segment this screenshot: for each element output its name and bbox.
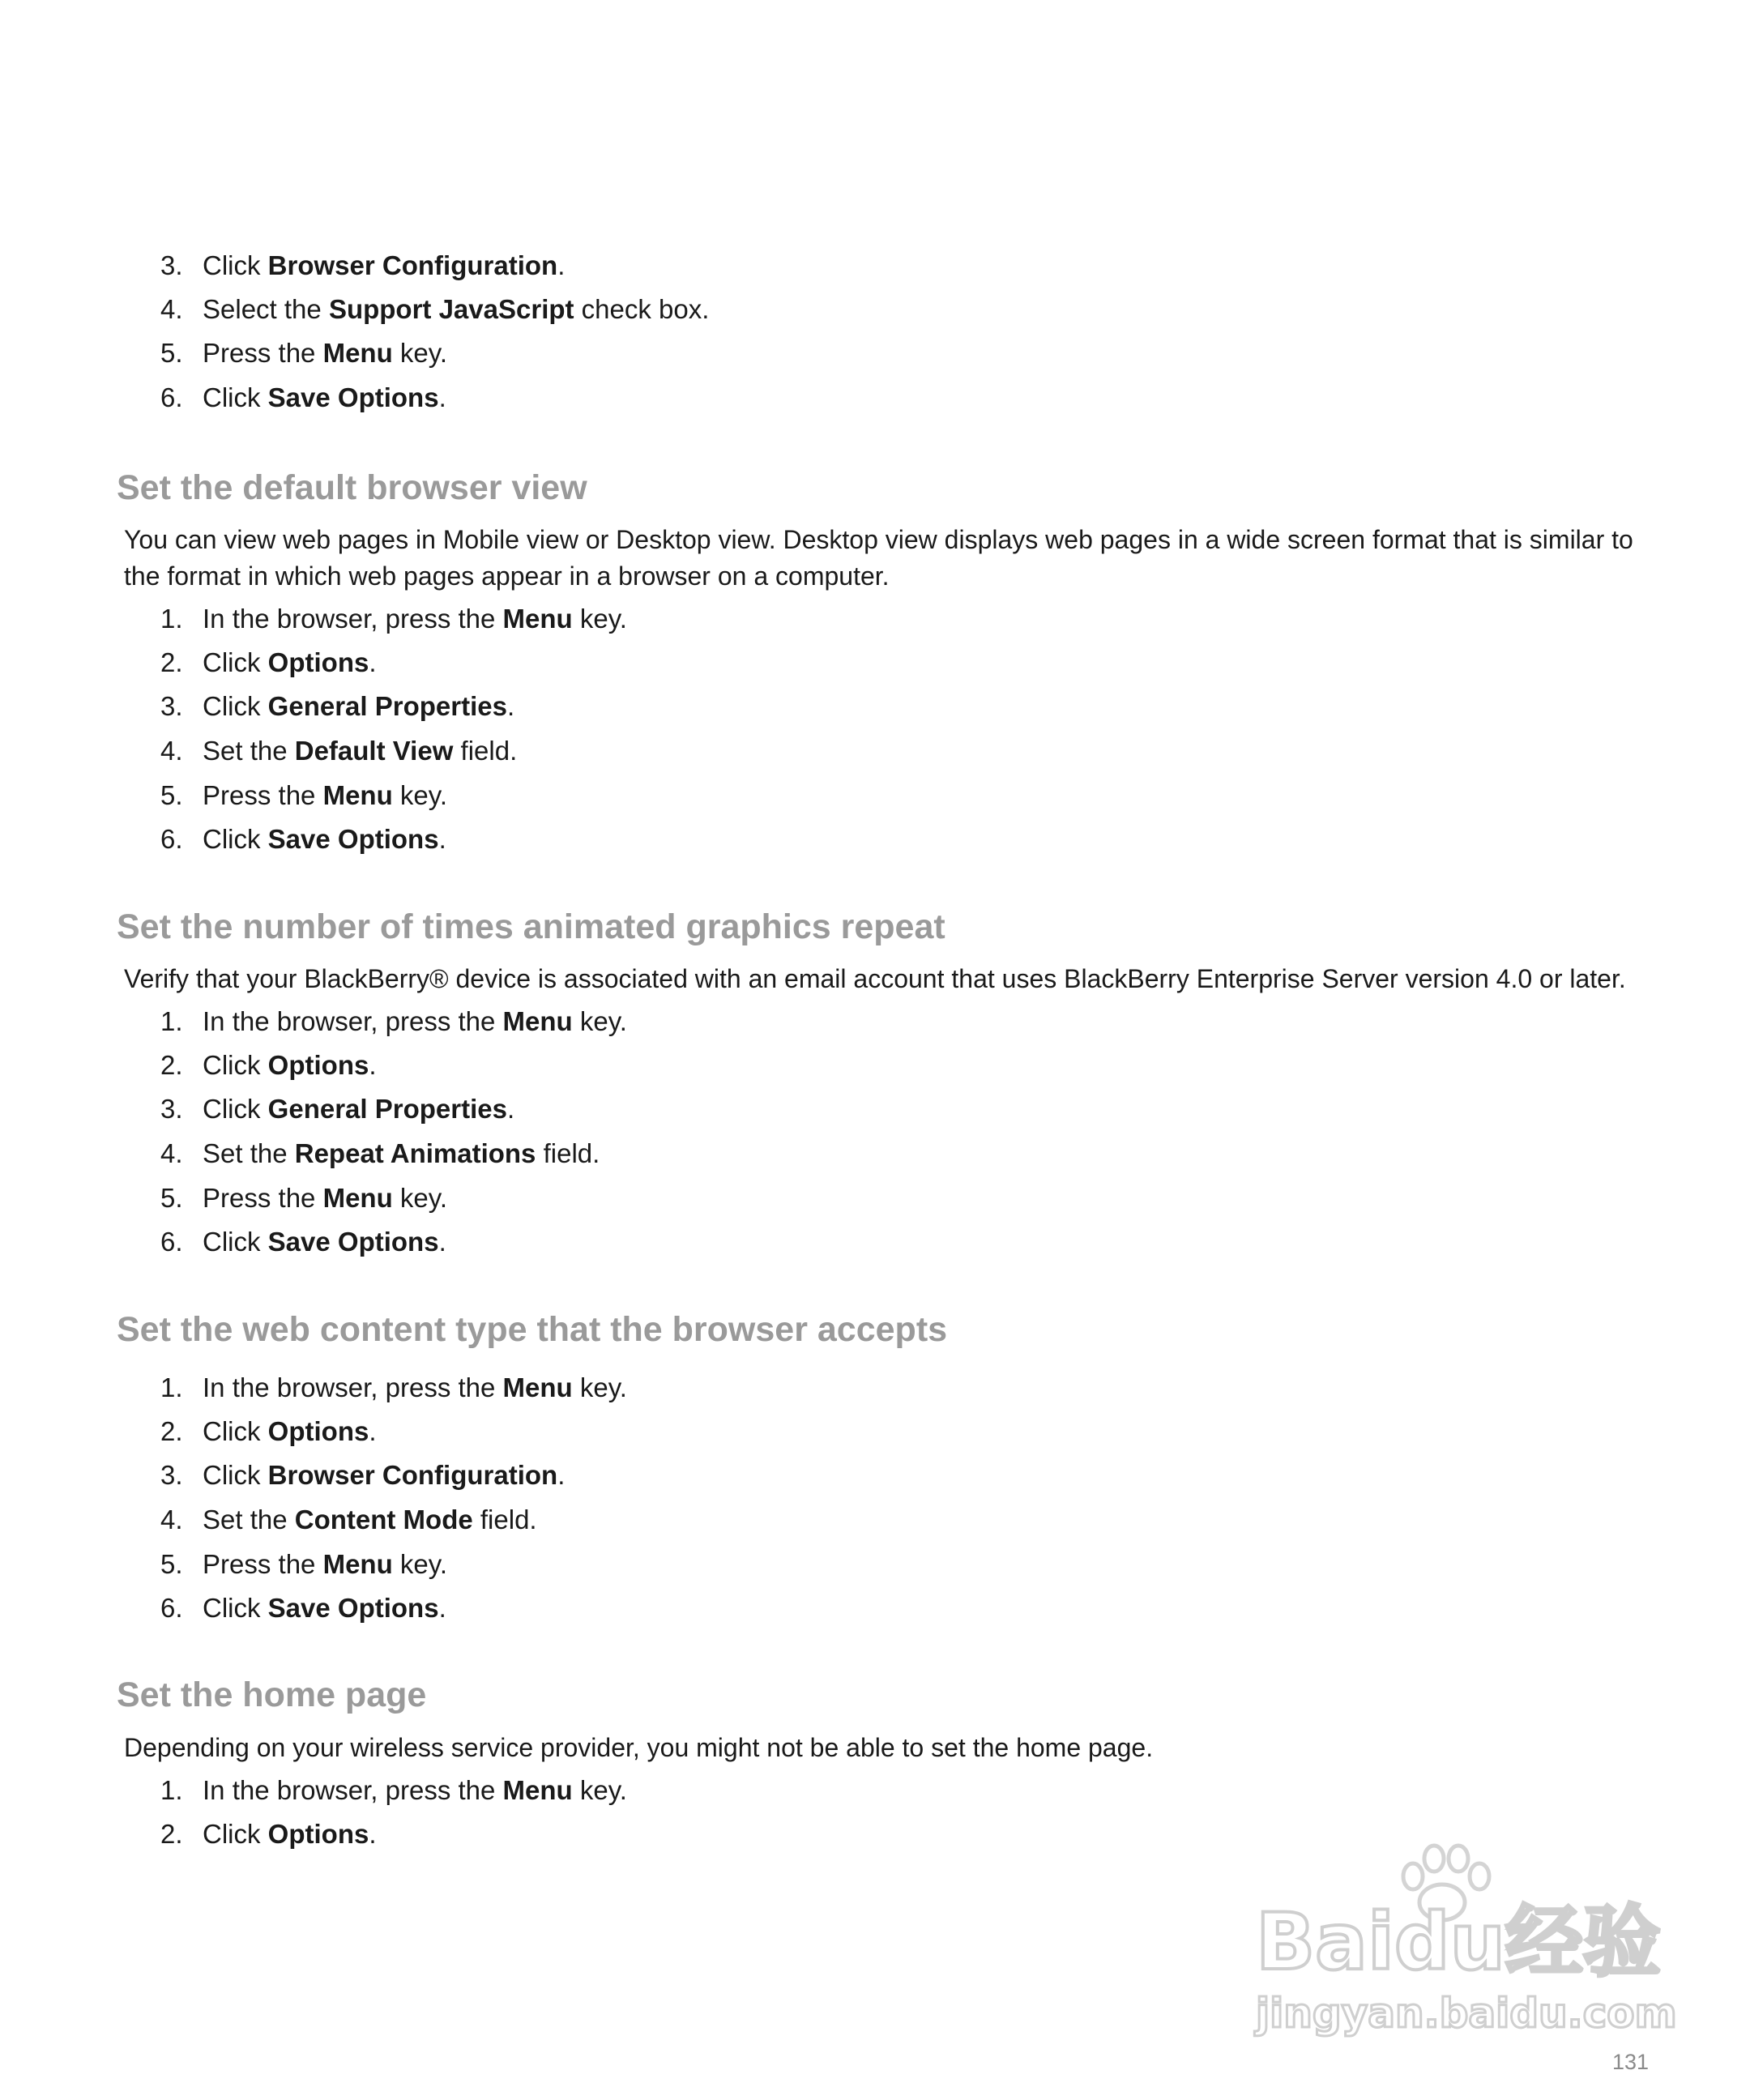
section-heading: Set the web content type that the browser accepts bbox=[117, 1310, 948, 1349]
step-text: Press the Menu key. bbox=[203, 780, 447, 810]
step-number: 4. bbox=[160, 1505, 183, 1534]
section-intro: Depending on your wireless service provider, you might not be able to set the home page. bbox=[124, 1733, 1154, 1762]
step-text: Click Options. bbox=[203, 647, 377, 677]
step-text: In the browser, press the Menu key. bbox=[203, 1372, 627, 1402]
step-text: Set the Repeat Animations field. bbox=[203, 1138, 600, 1168]
step-text: In the browser, press the Menu key. bbox=[203, 1006, 627, 1036]
step-text: Click General Properties. bbox=[203, 1094, 515, 1124]
step-text: Press the Menu key. bbox=[203, 1183, 447, 1213]
step-number: 3. bbox=[160, 1094, 183, 1124]
step-number: 1. bbox=[160, 604, 183, 634]
step-text: Click Save Options. bbox=[203, 824, 446, 854]
step-text: In the browser, press the Menu key. bbox=[203, 1775, 627, 1805]
step-number: 6. bbox=[160, 382, 183, 412]
step-text: Press the Menu key. bbox=[203, 1549, 447, 1579]
step-number: 1. bbox=[160, 1006, 183, 1036]
step-number: 5. bbox=[160, 338, 183, 368]
step-text: Click General Properties. bbox=[203, 691, 515, 721]
step-number: 1. bbox=[160, 1372, 183, 1402]
step-number: 2. bbox=[160, 1819, 183, 1849]
step-number: 3. bbox=[160, 691, 183, 721]
step-text: Click Browser Configuration. bbox=[203, 1460, 566, 1490]
step-text: Click Options. bbox=[203, 1819, 377, 1849]
step-text: Set the Default View field. bbox=[203, 736, 518, 766]
step-text: Click Options. bbox=[203, 1050, 377, 1080]
section-heading: Set the number of times animated graphics repeat bbox=[117, 907, 945, 946]
section-intro: You can view web pages in Mobile view or Desktop view. Desktop view displays web pages in a wide screen format that is similar to the format in which web pages appear in a browser on a computer. bbox=[124, 525, 1633, 591]
step-text: Click Save Options. bbox=[203, 1227, 446, 1257]
step-number: 4. bbox=[160, 736, 183, 766]
step-number: 3. bbox=[160, 1460, 183, 1490]
section-heading: Set the home page bbox=[117, 1675, 427, 1714]
baidu-watermark-logo bbox=[1240, 1839, 1677, 2050]
step-text: Click Save Options. bbox=[203, 1593, 446, 1623]
step-text: Click Browser Configuration. bbox=[203, 250, 566, 280]
section-heading: Set the default browser view bbox=[117, 468, 587, 507]
step-text: Press the Menu key. bbox=[203, 338, 447, 368]
watermark-url: jingyan.baidu.com bbox=[1256, 1990, 1677, 2037]
step-number: 4. bbox=[160, 1138, 183, 1168]
step-text: Select the Support JavaScript check box. bbox=[203, 294, 710, 324]
step-number: 3. bbox=[160, 250, 183, 280]
step-number: 4. bbox=[160, 294, 183, 324]
step-number: 1. bbox=[160, 1775, 183, 1805]
step-number: 2. bbox=[160, 647, 183, 677]
watermark-brand: Baidu经验 bbox=[1256, 1897, 1661, 1987]
step-number: 2. bbox=[160, 1416, 183, 1446]
step-text: In the browser, press the Menu key. bbox=[203, 604, 627, 634]
step-text: Click Options. bbox=[203, 1416, 377, 1446]
step-number: 5. bbox=[160, 1183, 183, 1213]
step-number: 6. bbox=[160, 1227, 183, 1257]
step-number: 5. bbox=[160, 780, 183, 810]
step-number: 6. bbox=[160, 1593, 183, 1623]
step-text: Set the Content Mode field. bbox=[203, 1505, 537, 1534]
step-number: 5. bbox=[160, 1549, 183, 1579]
page-number: 131 bbox=[1612, 2050, 1650, 2074]
step-number: 6. bbox=[160, 824, 183, 854]
section-intro: Verify that your BlackBerry® device is associated with an email account that uses BlackBerry Enterprise Server version 4.0 or later. bbox=[124, 964, 1626, 993]
step-text: Click Save Options. bbox=[203, 382, 446, 412]
step-number: 2. bbox=[160, 1050, 183, 1080]
